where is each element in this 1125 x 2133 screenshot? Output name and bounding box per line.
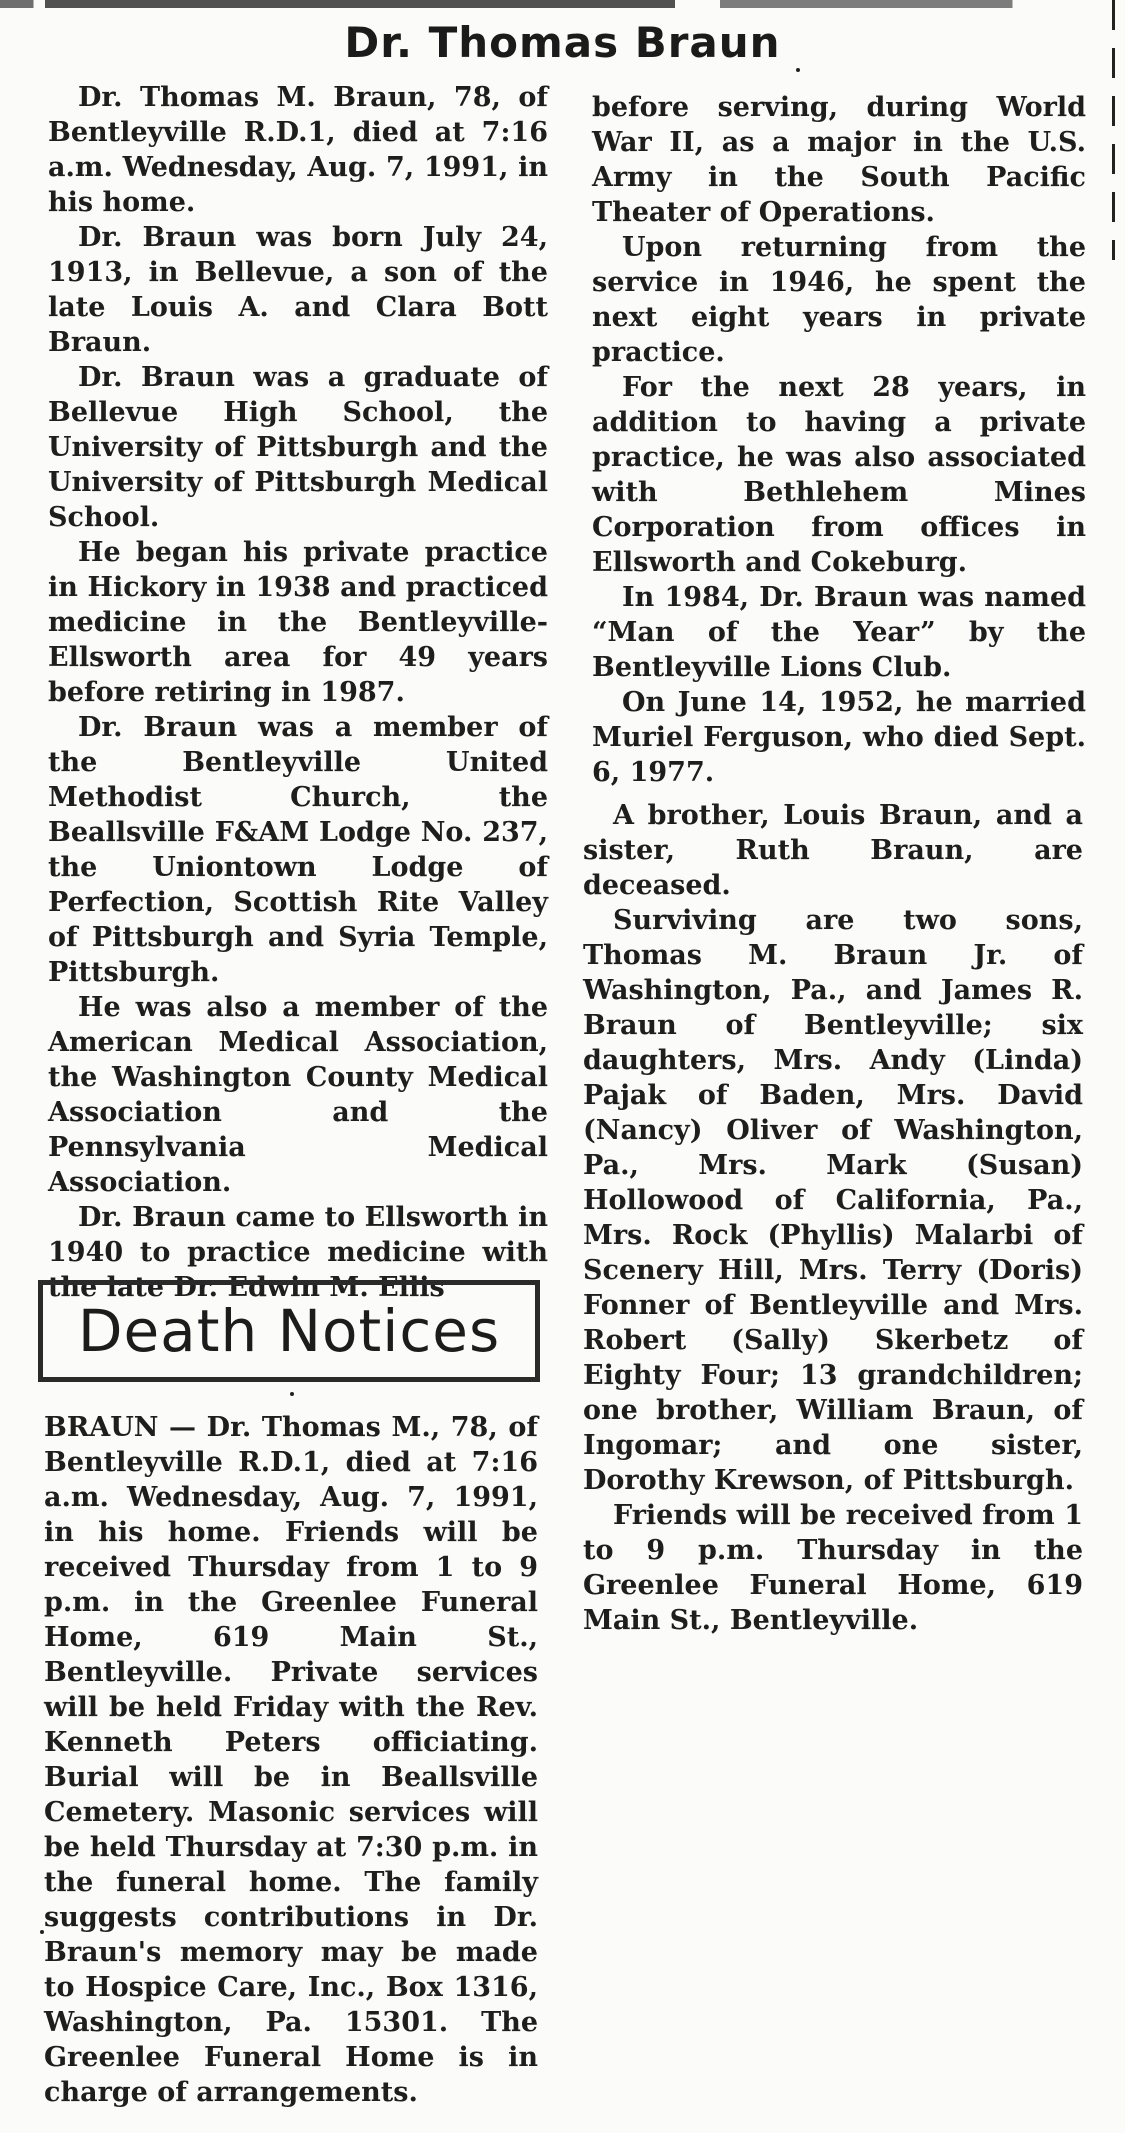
paragraph: Dr. Braun was a graduate of Bellevue High School, the University of Pittsburgh and the University of Pittsburgh Medical School. — [48, 362, 548, 533]
print-speck — [796, 68, 800, 72]
obituary-column-2 — [592, 90, 1086, 790]
paragraph: In 1984, Dr. Braun was named “Man of the Year” by the Bentleyville Lions Club. — [592, 582, 1086, 683]
paragraph: A brother, Louis Braun, and a sister, Ruth Braun, are deceased. — [583, 800, 1083, 901]
obituary-column-1 — [48, 80, 548, 1305]
obituary-column-3 — [583, 798, 1083, 1638]
paragraph: Dr. Braun was born July 24, 1913, in Bellevue, a son of the late Louis A. and Clara Bott Braun. — [48, 222, 548, 358]
paragraph: Dr. Thomas M. Braun, 78, of Bentleyville R.D.1, died at 7:16 a.m. Wednesday, Aug. 7, 1991, in his home. — [48, 82, 548, 218]
paragraph: On June 14, 1952, he married Muriel Ferguson, who died Sept. 6, 1977. — [592, 687, 1086, 788]
print-speck — [40, 1930, 44, 1934]
paragraph: For the next 28 years, in addition to having a private practice, he was also associated with Bethlehem Mines Corporation from offices in Ellsworth and Cokeburg. — [592, 372, 1086, 578]
print-speck — [290, 1392, 294, 1396]
paragraph: He was also a member of the American Medical Association, the Washington County Medical Association and the Pennsylvania Medical Association. — [48, 992, 548, 1198]
obituary-headline: Dr. Thomas Braun — [344, 18, 781, 67]
death-notices-box — [38, 1280, 540, 1382]
death-notice-text: BRAUN — Dr. Thomas M., 78, of Bentleyville R.D.1, died at 7:16 a.m. Wednesday, Aug. 7, 1991, in his home. Friends will be received Thursday from 1 to 9 p.m. in the Greenlee Funeral Home, 619 Main St., Bentleyville. Private services will be held Friday with the Rev. Kenneth Peters officiating. Burial will be in Beallsville Cemetery. Masonic services will be held Thursday at 7:30 p.m. in the funeral home. The family suggests contributions in Dr. Braun's memory may be made to Hospice Care, Inc., Box 1316, Washington, Pa. 15301. The Greenlee Funeral Home is in charge of arrangements. — [44, 1412, 538, 2108]
paragraph: Upon returning from the service in 1946, he spent the next eight years in private practice. — [592, 232, 1086, 368]
paragraph: Dr. Braun was a member of the Bentleyville United Methodist Church, the Beallsville F&AM Lodge No. 237, the Uniontown Lodge of Perfection, Scottish Rite Valley of Pittsburgh and Syria Temple, Pittsburgh. — [48, 712, 548, 988]
paragraph: Friends will be received from 1 to 9 p.m. Thursday in the Greenlee Funeral Home, 619 Main St., Bentleyville. — [583, 1500, 1083, 1636]
paragraph: He began his private practice in Hickory in 1938 and practiced medicine in the Bentleyville-Ellsworth area for 49 years before retiring in 1987. — [48, 537, 548, 708]
death-notice-column — [44, 1410, 538, 2110]
paragraph: before serving, during World War II, as a major in the U.S. Army in the South Pacific Theater of Operations. — [592, 92, 1086, 228]
death-notices-heading: Death Notices — [77, 1297, 501, 1365]
paragraph: Dr. Braun came to Ellsworth in 1940 to practice medicine with the late Dr. Edwin M. Ellis — [48, 1202, 548, 1303]
paragraph: Surviving are two sons, Thomas M. Braun Jr. of Washington, Pa., and James R. Braun of Bentleyville; six daughters, Mrs. Andy (Linda) Pajak of Baden, Mrs. David (Nancy) Oliver of Washington, Pa., Mrs. Mark (Susan) Hollowood of California, Pa., Mrs. Rock (Phyllis) Malarbi of Scenery Hill, Mrs. Terry (Doris) Fonner of Bentleyville and Mrs. Robert (Sally) Skerbetz of Eighty Four; 13 grandchildren; one brother, William Braun, of Ingomar; and one sister, Dorothy Krewson, of Pittsburgh. — [583, 905, 1083, 1496]
top-rule — [0, 0, 1125, 8]
